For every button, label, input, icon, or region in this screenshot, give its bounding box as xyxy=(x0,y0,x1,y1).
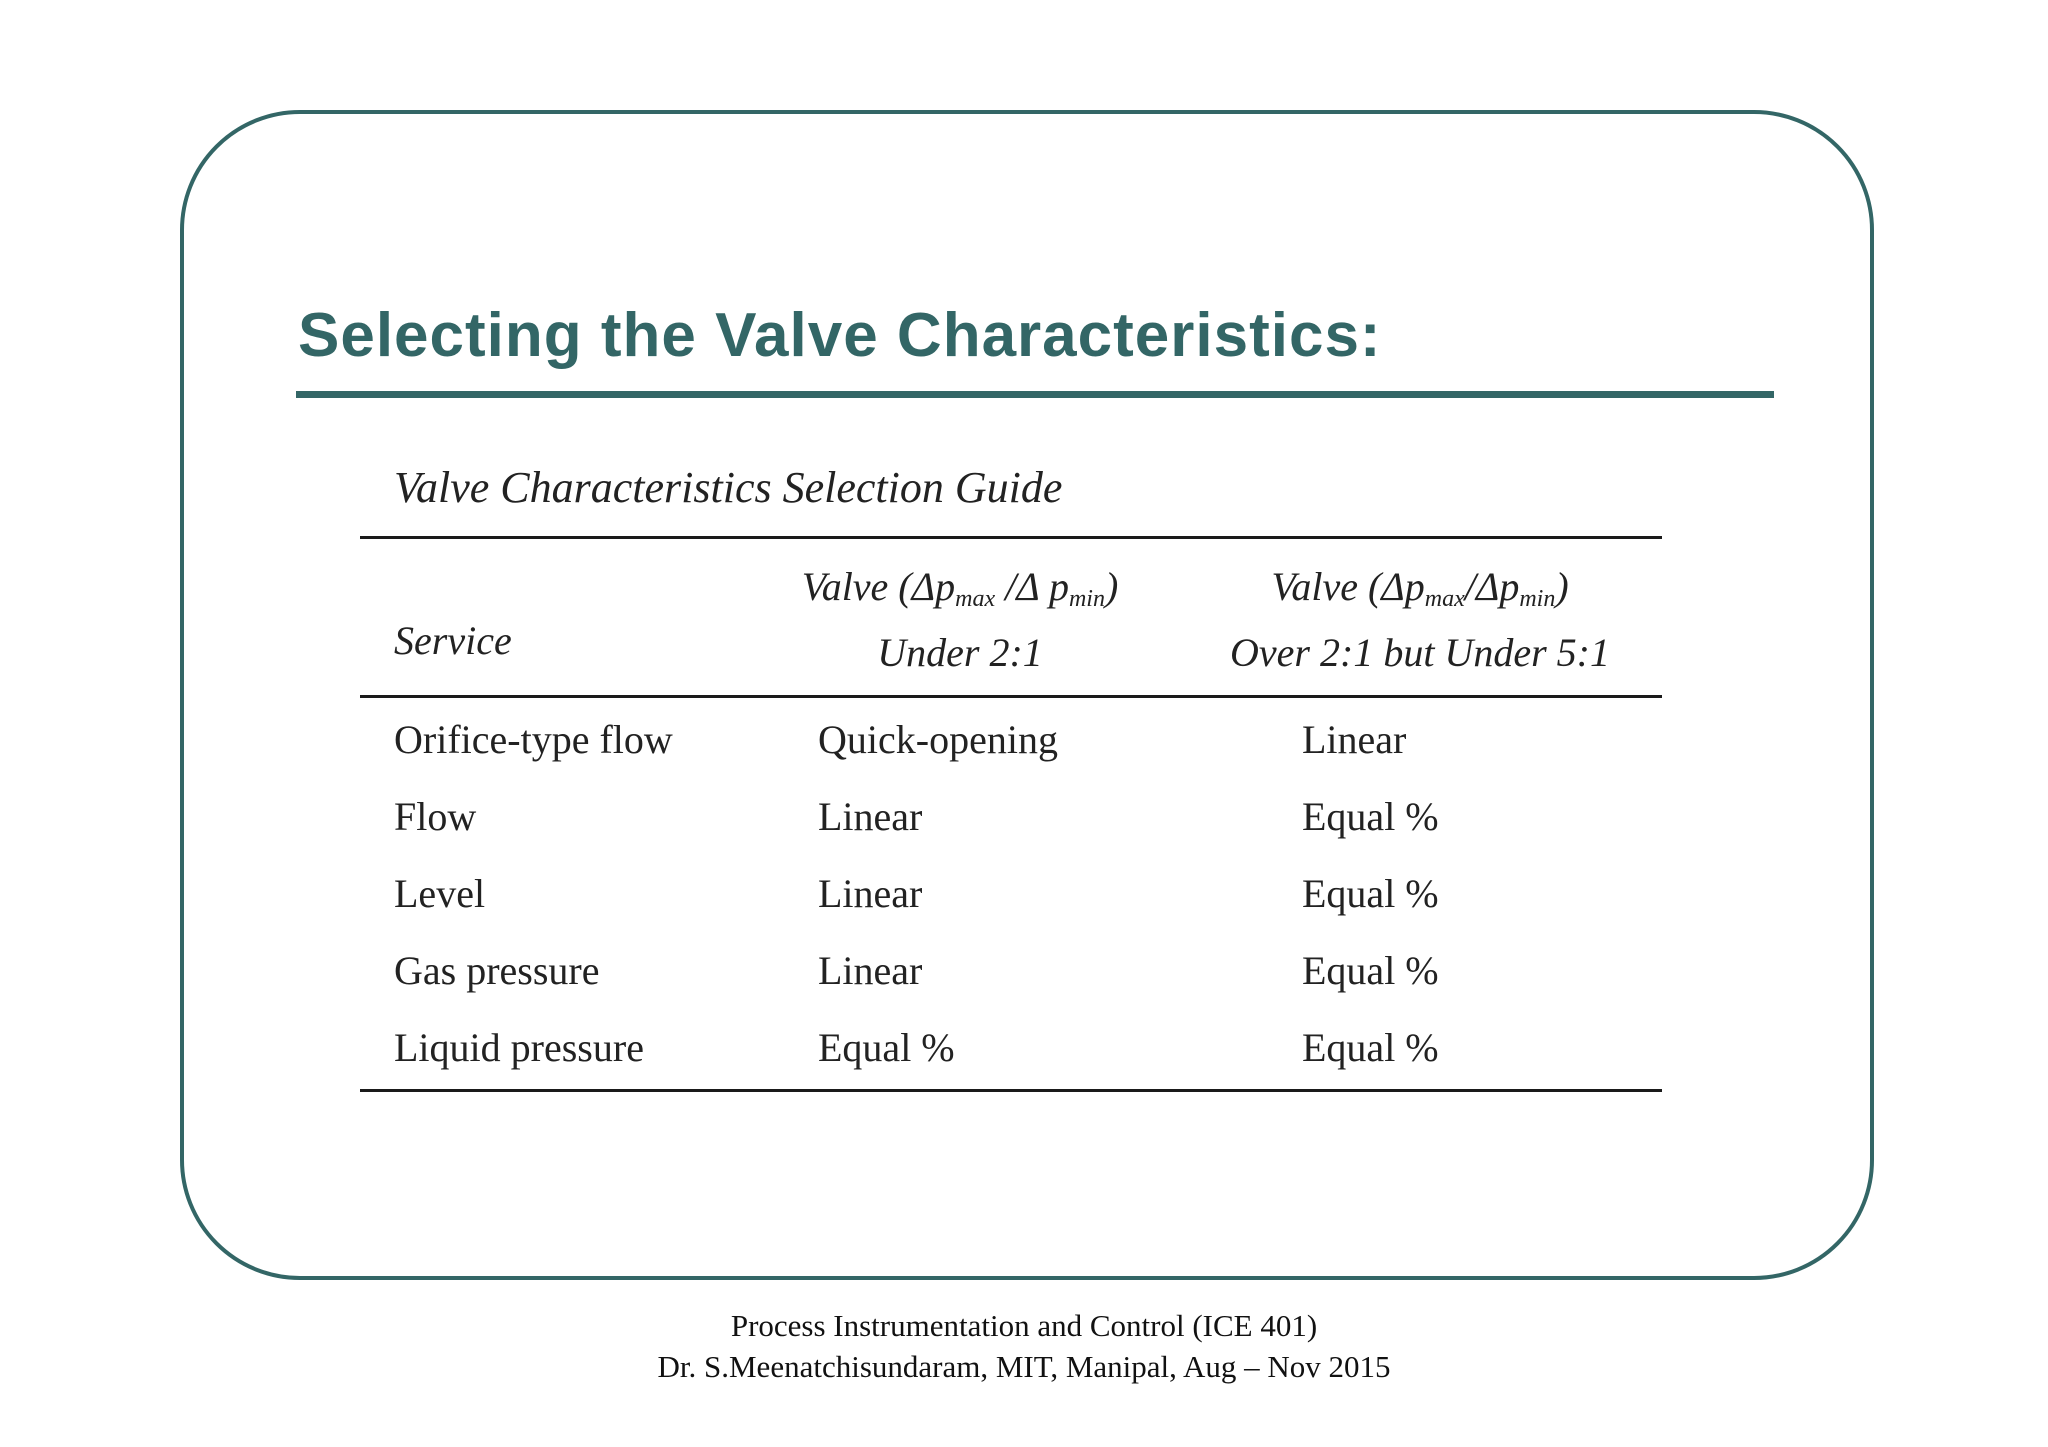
header-under-line1: Valve ($\Delta p_{max}$ /Δ $p_{min}$) xyxy=(801,564,1119,612)
table-row xyxy=(394,789,1654,866)
table-body xyxy=(394,712,1654,1097)
footer-course: Process Instrumentation and Control (ICE 401) xyxy=(730,1308,1318,1343)
cell-under: Linear xyxy=(818,794,923,839)
slide-title: Selecting the Valve Characteristics: xyxy=(298,301,1382,370)
table-top-rule xyxy=(360,536,1662,539)
table-row xyxy=(394,712,1654,789)
cell-under: Quick-opening xyxy=(818,717,1058,762)
table-bottom-rule xyxy=(360,1089,1662,1092)
cell-under: Linear xyxy=(818,871,923,916)
title-underline xyxy=(296,391,1774,398)
table-row xyxy=(394,1020,1654,1097)
header-over-line2: Over 2:1 but Under 5:1 xyxy=(1230,630,1610,675)
table-header-rule xyxy=(360,695,1662,698)
cell-service: Liquid pressure xyxy=(394,1025,644,1070)
header-under-2-1 xyxy=(760,560,1160,680)
cell-service: Flow xyxy=(394,794,477,839)
header-over-2-1 xyxy=(1190,560,1650,680)
header-service: Service xyxy=(394,618,512,663)
cell-over: Equal % xyxy=(1302,794,1439,839)
table-caption: Valve Characteristics Selection Guide xyxy=(394,463,1063,512)
cell-service: Gas pressure xyxy=(394,948,600,993)
cell-service: Orifice-type flow xyxy=(394,717,673,762)
cell-under: Equal % xyxy=(818,1025,955,1070)
cell-service: Level xyxy=(394,871,486,916)
cell-over: Equal % xyxy=(1302,871,1439,916)
header-under-line2: Under 2:1 xyxy=(877,630,1043,675)
table-row xyxy=(394,943,1654,1020)
header-over-line1: Valve $(\Delta p_{max}/\Delta p_{min})$ xyxy=(1271,564,1569,612)
cell-over: Linear xyxy=(1302,717,1407,762)
cell-under: Linear xyxy=(818,948,923,993)
cell-over: Equal % xyxy=(1302,948,1439,993)
footer-author: Dr. S.Meenatchisundaram, MIT, Manipal, Aug – Nov 2015 xyxy=(657,1349,1391,1384)
cell-over: Equal % xyxy=(1302,1025,1439,1070)
table-row xyxy=(394,866,1654,943)
